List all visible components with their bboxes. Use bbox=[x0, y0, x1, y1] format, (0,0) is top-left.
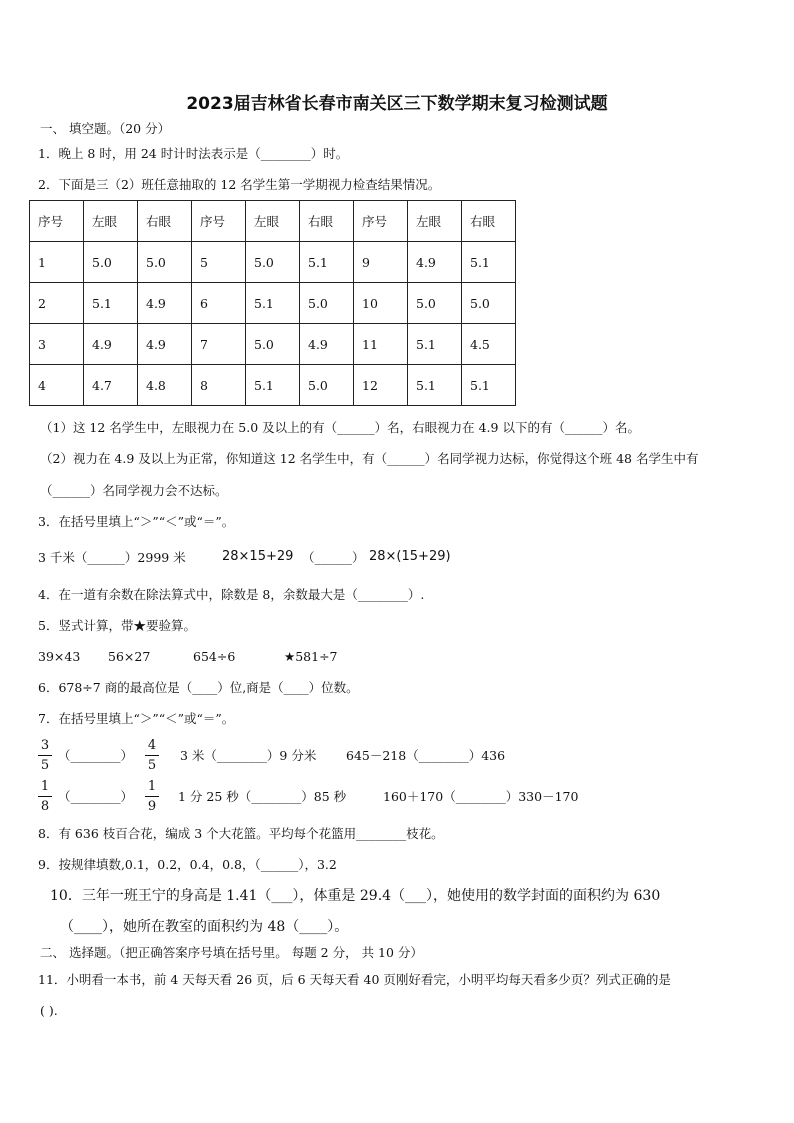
question-5: 5．竖式计算，带★要验算。 bbox=[38, 618, 196, 633]
table-cell: 6 bbox=[192, 283, 246, 324]
fraction-3-5 bbox=[38, 737, 52, 774]
question-5-item: 39×43 bbox=[38, 649, 81, 664]
q7-compare-time: 1 分 25 秒（________）85 秒 bbox=[178, 789, 347, 804]
question-10-line-1: 10．三年一班王宁的身高是 1.41（___），体重是 29.4（___），她使用的数学封面的面积约为 630 bbox=[50, 888, 661, 904]
q7-blank: （________） bbox=[58, 748, 134, 763]
table-cell: 5.0 bbox=[246, 324, 300, 365]
table-cell: 7 bbox=[192, 324, 246, 365]
table-cell: 5.1 bbox=[246, 365, 300, 406]
question-3-item-b-right: 28×(15+29) bbox=[369, 549, 451, 564]
fraction-bar bbox=[145, 796, 159, 797]
table-cell: 5.0 bbox=[300, 365, 354, 406]
question-7: 7．在括号里填上“＞”“＜”或“＝”。 bbox=[38, 711, 235, 726]
table-cell: 5.0 bbox=[300, 283, 354, 324]
question-3-item-b-left: 28×15+29 bbox=[222, 549, 294, 564]
section-2-heading: 二、 选择题。（把正确答案序号填在括号里。 每题 2 分， 共 10 分） bbox=[40, 945, 423, 960]
question-2: 2．下面是三（2）班任意抽取的 12 名学生第一学期视力检查结果情况。 bbox=[38, 177, 441, 192]
numerator: 4 bbox=[147, 738, 157, 753]
table-cell: 5.0 bbox=[408, 283, 462, 324]
table-cell: 4.7 bbox=[84, 365, 138, 406]
denominator: 5 bbox=[40, 758, 50, 773]
table-cell: 4.9 bbox=[300, 324, 354, 365]
table-cell: 4.5 bbox=[462, 324, 516, 365]
question-3-item-b-blank: （______） bbox=[302, 550, 365, 565]
table-cell: 11 bbox=[354, 324, 408, 365]
table-header-cell: 左眼 bbox=[408, 201, 462, 242]
table-cell: 5.1 bbox=[300, 242, 354, 283]
table-row bbox=[30, 283, 516, 324]
table-cell: 4.9 bbox=[138, 283, 192, 324]
question-9: 9．按规律填数,0.1，0.2，0.4，0.8，（______），3.2 bbox=[38, 857, 337, 872]
question-8: 8．有 636 枝百合花，编成 3 个大花篮。平均每个花篮用________枝花。 bbox=[38, 826, 444, 841]
table-row bbox=[30, 365, 516, 406]
table-cell: 8 bbox=[192, 365, 246, 406]
denominator: 5 bbox=[147, 758, 157, 773]
table-cell: 10 bbox=[354, 283, 408, 324]
table-header-cell: 左眼 bbox=[84, 201, 138, 242]
table-cell: 4.9 bbox=[408, 242, 462, 283]
question-2-part-1: （1）这 12 名学生中，左眼视力在 5.0 及以上的有（______）名，右眼视力在 4.9 以下的有（______）名。 bbox=[40, 420, 640, 435]
table-cell: 5.1 bbox=[408, 324, 462, 365]
q7-compare-subtraction: 645－218（________）436 bbox=[346, 748, 506, 763]
table-cell: 1 bbox=[30, 242, 84, 283]
table-cell: 9 bbox=[354, 242, 408, 283]
question-11-line-1: 11．小明看一本书，前 4 天每天看 26 页，后 6 天每天看 40 页刚好看完，小明平均每天看多少页？列式正确的是 bbox=[38, 972, 671, 987]
table-header-row bbox=[30, 201, 516, 242]
table-cell: 3 bbox=[30, 324, 84, 365]
numerator: 1 bbox=[40, 779, 50, 794]
table-header-cell: 左眼 bbox=[246, 201, 300, 242]
table-cell: 2 bbox=[30, 283, 84, 324]
q7-compare-sum-diff: 160＋170（________）330－170 bbox=[383, 789, 579, 804]
table-header-cell: 序号 bbox=[30, 201, 84, 242]
table-cell: 5.0 bbox=[84, 242, 138, 283]
question-2-part-2-line-2: （______）名同学视力会不达标。 bbox=[40, 483, 228, 498]
table-cell: 5.0 bbox=[138, 242, 192, 283]
question-2-part-2-line-1: （2）视力在 4.9 及以上为正常，你知道这 12 名学生中，有（______）名同学视力达标，你觉得这个班 48 名学生中有 bbox=[40, 451, 699, 466]
numerator: 1 bbox=[147, 779, 157, 794]
question-10-line-2: （____），她所在教室的面积约为 48（____）。 bbox=[60, 919, 349, 935]
question-5-item: ★581÷7 bbox=[284, 649, 338, 664]
question-1: 1．晚上 8 时，用 24 时计时法表示是（________）时。 bbox=[38, 146, 349, 161]
fraction-1-9 bbox=[145, 778, 159, 815]
table-cell: 5.1 bbox=[462, 365, 516, 406]
table-header-cell: 右眼 bbox=[138, 201, 192, 242]
table-cell: 4.9 bbox=[138, 324, 192, 365]
table-row bbox=[30, 242, 516, 283]
table-cell: 4.8 bbox=[138, 365, 192, 406]
table-cell: 5.1 bbox=[84, 283, 138, 324]
question-5-item: 654÷6 bbox=[193, 649, 236, 664]
table-cell: 5.1 bbox=[408, 365, 462, 406]
page-title: 2023届吉林省长春市南关区三下数学期末复习检测试题 bbox=[186, 94, 608, 114]
table-cell: 4.9 bbox=[84, 324, 138, 365]
vision-table bbox=[29, 200, 516, 406]
table-header-cell: 序号 bbox=[354, 201, 408, 242]
table-cell: 12 bbox=[354, 365, 408, 406]
fraction-bar bbox=[38, 796, 52, 797]
question-11-line-2: ( ). bbox=[40, 1003, 58, 1018]
table-row bbox=[30, 324, 516, 365]
question-3-item-a: 3 千米（______）2999 米 bbox=[38, 550, 186, 565]
table-cell: 5.0 bbox=[462, 283, 516, 324]
fraction-1-8 bbox=[38, 778, 52, 815]
table-header-cell: 右眼 bbox=[300, 201, 354, 242]
table-cell: 4 bbox=[30, 365, 84, 406]
fraction-bar bbox=[145, 755, 159, 756]
question-6: 6．678÷7 商的最高位是（____）位,商是（____）位数。 bbox=[38, 680, 359, 695]
table-cell: 5.1 bbox=[246, 283, 300, 324]
table-header-cell: 右眼 bbox=[462, 201, 516, 242]
question-3: 3．在括号里填上“＞”“＜”或“＝”。 bbox=[38, 514, 235, 529]
denominator: 9 bbox=[147, 799, 157, 814]
table-cell: 5.1 bbox=[462, 242, 516, 283]
table-header-cell: 序号 bbox=[192, 201, 246, 242]
question-5-item: 56×27 bbox=[108, 649, 151, 664]
fraction-bar bbox=[38, 755, 52, 756]
fraction-4-5 bbox=[145, 737, 159, 774]
table-cell: 5.0 bbox=[246, 242, 300, 283]
section-1-heading: 一、 填空题。（20 分） bbox=[40, 121, 171, 136]
q7-compare-length: 3 米（________）9 分米 bbox=[180, 748, 317, 763]
question-4: 4．在一道有余数在除法算式中，除数是 8，余数最大是（________）. bbox=[38, 587, 425, 602]
numerator: 3 bbox=[40, 738, 50, 753]
q7-blank: （________） bbox=[58, 789, 134, 804]
denominator: 8 bbox=[40, 799, 50, 814]
table-cell: 5 bbox=[192, 242, 246, 283]
